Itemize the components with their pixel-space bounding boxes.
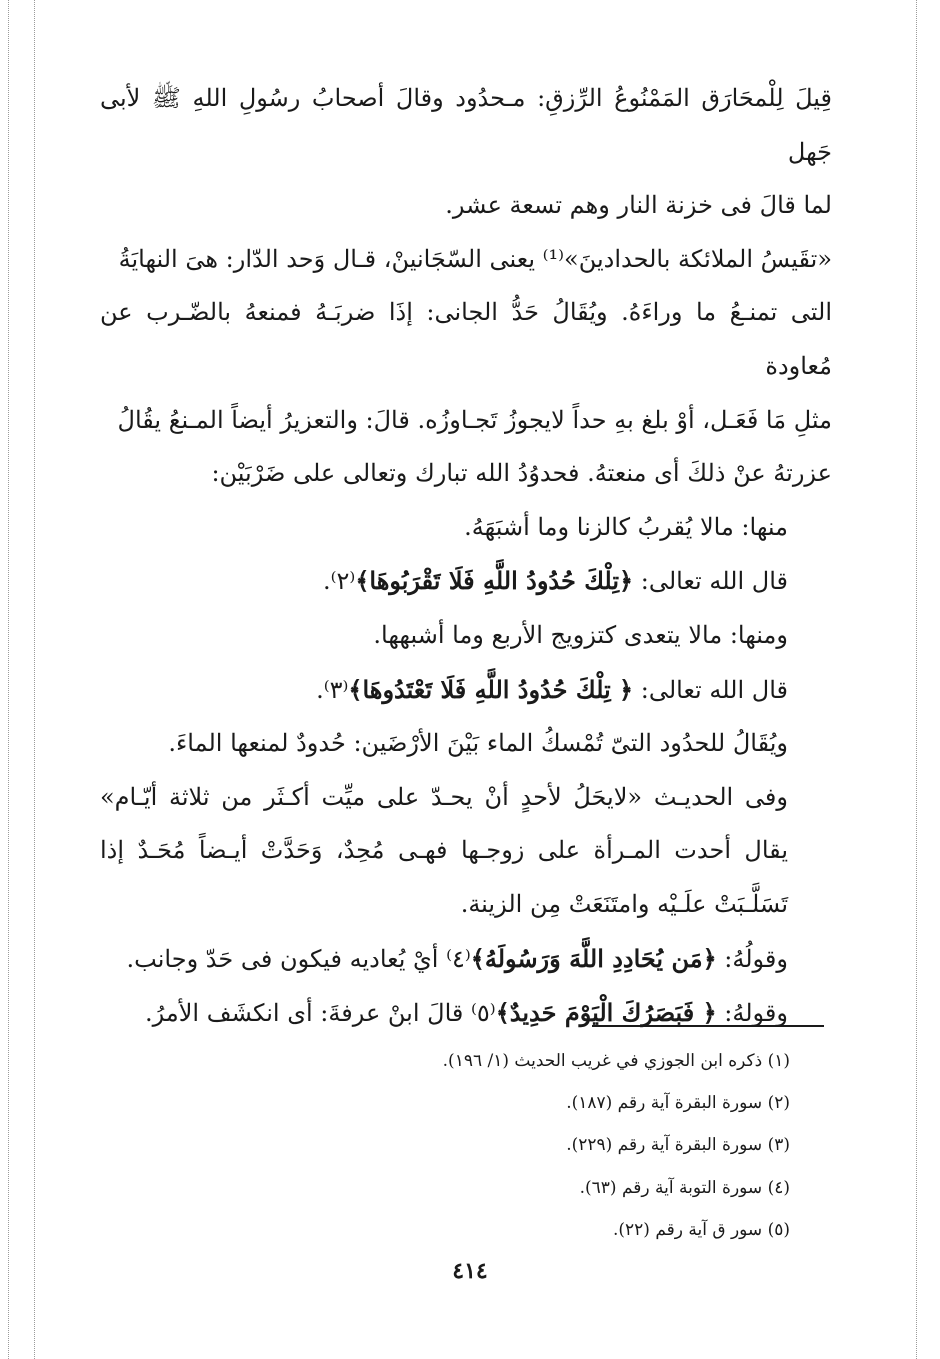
body-line-1: قِيلَ لِلْمحَارَق المَمْنُوعُ الرِّزقِ: مـحدُود وقالَ أصحابُ رسُولِ اللهِ ﷺ لأبى جَهل (100, 84, 832, 166)
paragraph-quran-verse-4 (100, 986, 832, 1041)
quran-quote: ﴿ تِلْكَ حُدُودُ اللَّهِ فَلَا تَعْتَدُوهَا﴾ (348, 674, 634, 704)
footnotes (190, 1040, 790, 1251)
scan-dotted-rule-right (916, 0, 917, 1359)
body-line-4: التى تمنـعُ ما وراءَهُ. ويُقَالُ حَدُّ الجانى: إذَا ضربَـهُ فمنعهُ بالضّـرب عن مُعاودة (100, 298, 832, 380)
footnote-ref: ⁽٢⁾. (322, 567, 356, 596)
paragraph-hadith: وفى الحديـث «لايحَلُ لأحدٍ أنْ يحـدّ على ميِّت أكـثَر من ثلاثة أيّـام» يقال أحدت المـرأة على زوجـها فهـى مُحِدٌ، وَحَدَّتْ أيـضاً مُحَـدٌ إذا تَسَلَّـبَتْ علَـيْه وامتَنَعَتْ مِن الزينة. (100, 782, 788, 918)
footnote-separator (592, 1025, 824, 1027)
footnote-1: (١) ذكره ابن الجوزي في غريب الحديث (١/ ١٩٦). (442, 1051, 790, 1071)
footnote-ref-and-text: ⁽٥⁾ قالَ ابنْ عرفةَ: أى انكشَف الأمرُ. (145, 999, 496, 1028)
quran-quote: ﴿مَن يُحَادِدِ اللَّهَ وَرَسُولَهُ﴾ (470, 943, 717, 973)
paragraph-quran-verse-3 (100, 932, 832, 987)
paragraph-hudud-water: ويُقَالُ للحدُود التىّ تُمْسكُ الماء بَيْنَ الأرْضَين: حُدودٌ لمنعها الماءَ. (168, 729, 788, 758)
footnote-ref: ⁽٣⁾. (316, 675, 349, 704)
footnote-3: (٣) سورة البقرة آية رقم (٢٢٩). (566, 1135, 790, 1156)
body-line-3: «تقَيسُ الملائكة بالحدادينَ»⁽¹⁾ يعنى السّجَانينْ، قـال وَحد الدّار: هىَ النهايَةُ (118, 244, 832, 273)
body-text (100, 72, 832, 1041)
footnote-2: (٢) سورة البقرة آية رقم (١٨٧). (566, 1093, 790, 1114)
quran-quote: ﴿تِلْكَ حُدُودُ اللَّهِ فَلَا تَقْرَبُوهَا﴾ (355, 566, 634, 596)
body-line-6: عزرتهُ عنْ ذلكَ أى منعتهُ. فحدوُدُ الله تبارك وتعالى على ضَرْبَيْن: (211, 459, 832, 488)
body-line-5: مثلِ مَا فَعَـل، أوْ بلغ بهِ حداً لايجوزُ تَجـاوزُه. قالَ: والتعزيرُ أيضاً المـنعُ يقُالُ (117, 405, 832, 434)
paragraph-wa-minha: ومنها: مالا يتعدى كتزويج الأربع وما أشبهها. (373, 620, 788, 649)
scan-dotted-rule-left (8, 0, 9, 1359)
verse-intro: قال الله تعالى: (633, 567, 788, 596)
footnote-4: (٤) سورة التوبة آية رقم (٦٣). (579, 1177, 790, 1198)
paragraph-quran-verse-1 (100, 554, 832, 609)
paragraph-minha: منها: مالا يُقربُ كالزنا وما أشبَهَهُ. (464, 512, 788, 541)
quran-quote: ﴿ فَبَصَرُكَ الْيَوْمَ حَدِيدٌ﴾ (495, 998, 717, 1028)
footnote-5: (٥) سور ق آية رقم (٢٢). (612, 1219, 790, 1240)
body-line-2: لما قالَ فى خزنة النار وهم تسعة عشر. (445, 191, 832, 220)
footnote-ref-and-text: ⁽٤⁾ أيْ يُعاديه فيكون فى حَدّ وجانب. (126, 944, 471, 973)
page-number: ٤١٤ (452, 1258, 488, 1284)
verse-intro: وقولُهُ: (716, 944, 788, 973)
scan-dotted-rule-left-inner (34, 0, 35, 1359)
verse-intro: وقولهُ: (716, 999, 788, 1028)
verse-intro: قال الله تعالى: (633, 675, 788, 704)
paragraph-quran-verse-2 (100, 663, 832, 718)
